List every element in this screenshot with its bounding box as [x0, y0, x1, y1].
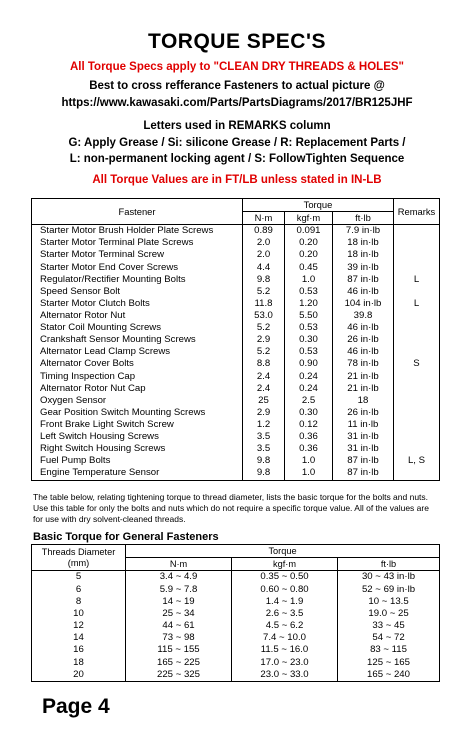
torque-ftlb: 39.8 — [333, 310, 394, 322]
torque-kgfm-range: 4.5 ~ 6.2 — [232, 620, 338, 632]
torque-nm-range: 225 ~ 325 — [126, 669, 232, 682]
torque-nm: 53.0 — [243, 310, 285, 322]
nm-header: N·m — [243, 212, 285, 225]
torque-kgfm-range: 17.0 ~ 23.0 — [232, 657, 338, 669]
thread-diameter: 20 — [73, 668, 84, 680]
torque-nm-range: 73 ~ 98 — [126, 632, 232, 644]
page-title: TORQUE SPEC'S — [148, 30, 326, 53]
torque-ftlb: 21 in·lb — [333, 371, 394, 383]
parts-diagram-url: https://www.kawasaki.com/Parts/PartsDiagrams/2017/BR125JHF — [61, 97, 413, 109]
table-row — [32, 249, 440, 261]
remarks-legend-line1: G: Apply Grease / Si: silicone Grease / R: Replacement Parts / — [68, 137, 406, 149]
torque-kgfm: 0.53 — [285, 346, 333, 358]
fastener-name: Speed Sensor Bolt — [40, 285, 121, 297]
fastener-name: Regulator/Rectifier Mounting Bolts — [40, 273, 186, 285]
table-row — [32, 298, 440, 310]
torque-nm-range: 25 ~ 34 — [126, 608, 232, 620]
torque-ftlb-range: 10 ~ 13.5 — [338, 596, 440, 608]
torque-nm: 5.2 — [243, 346, 285, 358]
torque-nm: 2.0 — [243, 249, 285, 261]
torque-nm: 4.4 — [243, 262, 285, 274]
basic-torque-table — [31, 544, 440, 682]
torque-nm: 0.89 — [243, 225, 285, 238]
remarks-header: Remarks — [394, 199, 440, 225]
torque-nm: 1.2 — [243, 419, 285, 431]
torque-kgfm: 1.0 — [285, 274, 333, 286]
table-row — [32, 571, 440, 584]
table-row — [32, 358, 440, 370]
torque-kgfm: 0.30 — [285, 334, 333, 346]
nm-header-2: N·m — [126, 558, 232, 571]
torque-nm: 3.5 — [243, 431, 285, 443]
fastener-name: Starter Motor Terminal Screw — [40, 249, 165, 261]
torque-ftlb-range: 52 ~ 69 in·lb — [338, 583, 440, 595]
fastener-name: Timing Inspection Cap — [40, 370, 136, 382]
torque-nm-range: 165 ~ 225 — [126, 657, 232, 669]
ftlb-header: ft·lb — [333, 212, 394, 225]
torque-ftlb: 87 in·lb — [333, 274, 394, 286]
table-row — [32, 371, 440, 383]
fastener-name: Starter Motor Terminal Plate Screws — [40, 237, 194, 249]
fastener-name: Right Switch Housing Screws — [40, 443, 166, 455]
torque-kgfm: 0.24 — [285, 371, 333, 383]
torque-nm: 8.8 — [243, 358, 285, 370]
torque-header: Torque — [243, 199, 394, 212]
torque-kgfm: 0.53 — [285, 322, 333, 334]
torque-ftlb: 11 in·lb — [333, 419, 394, 431]
fastener-name: Engine Temperature Sensor — [40, 467, 160, 479]
torque-ftlb-range: 83 ~ 115 — [338, 644, 440, 656]
torque-ftlb: 31 in·lb — [333, 443, 394, 455]
torque-ftlb-range: 54 ~ 72 — [338, 632, 440, 644]
page-number: Page 4 — [42, 695, 110, 718]
fastener-name: Starter Motor End Cover Screws — [40, 261, 179, 273]
torque-kgfm: 0.24 — [285, 383, 333, 395]
torque-ftlb-range: 165 ~ 240 — [338, 669, 440, 682]
remarks-value — [394, 310, 440, 322]
torque-ftlb: 46 in·lb — [333, 286, 394, 298]
torque-nm: 11.8 — [243, 298, 285, 310]
torque-nm: 9.8 — [243, 455, 285, 467]
units-note: All Torque Values are in FT/LB unless stated in IN-LB — [92, 174, 382, 186]
remarks-value: L, S — [394, 455, 440, 467]
torque-ftlb: 78 in·lb — [333, 358, 394, 370]
fastener-name: Alternator Rotor Nut — [40, 310, 126, 322]
table-row — [32, 644, 440, 656]
torque-ftlb: 18 in·lb — [333, 249, 394, 261]
kgfm-header: kgf·m — [285, 212, 333, 225]
table-row — [32, 407, 440, 419]
table-row — [32, 608, 440, 620]
remarks-value — [394, 467, 440, 480]
torque-nm: 3.5 — [243, 443, 285, 455]
torque-ftlb-range: 19.0 ~ 25 — [338, 608, 440, 620]
thread-diameter: 5 — [75, 571, 82, 583]
remarks-value — [394, 225, 440, 238]
fastener-name: Left Switch Housing Screws — [40, 431, 159, 443]
torque-nm-range: 44 ~ 61 — [126, 620, 232, 632]
torque-ftlb: 7.9 in·lb — [333, 225, 394, 238]
remarks-value — [394, 237, 440, 249]
torque-nm: 2.0 — [243, 237, 285, 249]
torque-ftlb-range: 33 ~ 45 — [338, 620, 440, 632]
fastener-name: Crankshaft Sensor Mounting Screws — [40, 334, 196, 346]
thread-diameter: 16 — [73, 644, 84, 656]
fastener-name: Fuel Pump Bolts — [40, 455, 111, 467]
remarks-value — [394, 334, 440, 346]
torque-nm: 9.8 — [243, 274, 285, 286]
torque-kgfm: 0.90 — [285, 358, 333, 370]
torque-ftlb: 39 in·lb — [333, 262, 394, 274]
remarks-value — [394, 262, 440, 274]
torque-kgfm: 0.12 — [285, 419, 333, 431]
table-row — [32, 237, 440, 249]
torque-ftlb: 26 in·lb — [333, 334, 394, 346]
fastener-name: Gear Position Switch Mounting Screws — [40, 406, 206, 418]
ftlb-header-2: ft·lb — [338, 558, 440, 571]
fastener-name: Alternator Cover Bolts — [40, 358, 134, 370]
table-row — [32, 455, 440, 467]
torque-nm: 9.8 — [243, 467, 285, 480]
torque-kgfm: 0.45 — [285, 262, 333, 274]
remarks-value — [394, 322, 440, 334]
table-row — [32, 620, 440, 632]
torque-kgfm: 0.20 — [285, 237, 333, 249]
torque-kgfm-range: 1.4 ~ 1.9 — [232, 596, 338, 608]
remarks-value: L — [394, 274, 440, 286]
torque-ftlb: 18 in·lb — [333, 237, 394, 249]
fastener-name: Oxygen Sensor — [40, 394, 107, 406]
torque-nm: 2.4 — [243, 371, 285, 383]
kgfm-header-2: kgf·m — [232, 558, 338, 571]
torque-nm-range: 14 ~ 19 — [126, 596, 232, 608]
torque-nm: 25 — [243, 395, 285, 407]
remarks-value — [394, 419, 440, 431]
table-row — [32, 596, 440, 608]
cross-reference-note: Best to cross refferance Fasteners to actual picture @ — [89, 80, 385, 92]
torque-nm-range: 5.9 ~ 7.8 — [126, 583, 232, 595]
table-row — [32, 467, 440, 480]
fastener-name: Alternator Lead Clamp Screws — [40, 346, 171, 358]
threads-diameter-header — [32, 545, 126, 571]
remarks-value — [394, 383, 440, 395]
remarks-value — [394, 249, 440, 261]
torque-kgfm-range: 7.4 ~ 10.0 — [232, 632, 338, 644]
torque-kgfm: 0.30 — [285, 407, 333, 419]
torque-ftlb: 87 in·lb — [333, 455, 394, 467]
torque-ftlb: 46 in·lb — [333, 322, 394, 334]
table-row — [32, 583, 440, 595]
remarks-value — [394, 371, 440, 383]
table-row — [32, 632, 440, 644]
thread-diameter: 6 — [75, 583, 82, 595]
table-row — [32, 669, 440, 682]
torque-kgfm: 0.36 — [285, 431, 333, 443]
table-row — [32, 310, 440, 322]
thread-diameter: 14 — [73, 632, 84, 644]
torque-nm: 5.2 — [243, 322, 285, 334]
remarks-value — [394, 346, 440, 358]
table-row — [32, 431, 440, 443]
torque-kgfm-range: 0.60 ~ 0.80 — [232, 583, 338, 595]
torque-kgfm: 0.20 — [285, 249, 333, 261]
thread-diameter: 10 — [73, 607, 84, 619]
torque-kgfm-range: 2.6 ~ 3.5 — [232, 608, 338, 620]
table-row — [32, 395, 440, 407]
basic-torque-section-title: Basic Torque for General Fasteners — [33, 531, 219, 543]
table-row — [32, 657, 440, 669]
remarks-value — [394, 431, 440, 443]
table-row — [32, 225, 440, 238]
torque-kgfm: 5.50 — [285, 310, 333, 322]
thread-diameter: 12 — [73, 620, 84, 632]
torque-kgfm-range: 0.35 ~ 0.50 — [232, 571, 338, 584]
torque-nm: 2.9 — [243, 407, 285, 419]
torque-nm-range: 3.4 ~ 4.9 — [126, 571, 232, 584]
fastener-name: Starter Motor Clutch Bolts — [40, 297, 150, 309]
remarks-value: S — [394, 358, 440, 370]
torque-nm-range: 115 ~ 155 — [126, 644, 232, 656]
torque-ftlb-range: 125 ~ 165 — [338, 657, 440, 669]
general-fasteners-note: The table below, relating tightening torque to thread diameter, lists the basic torque for the bolts and nuts. Use this table for only the bolts and nuts which do not require a specific torque value. All of the values are for use with dry solvent-cleaned threads. — [33, 492, 429, 524]
threads-diameter-label: Threads Diameter — [41, 546, 116, 557]
torque-kgfm: 0.53 — [285, 286, 333, 298]
table-row — [32, 274, 440, 286]
table-row — [32, 419, 440, 431]
torque-ftlb: 104 in·lb — [333, 298, 394, 310]
torque-ftlb: 21 in·lb — [333, 383, 394, 395]
remarks-legend-heading: Letters used in REMARKS column — [143, 120, 331, 132]
torque-nm: 2.9 — [243, 334, 285, 346]
remarks-value: L — [394, 298, 440, 310]
fastener-name: Stator Coil Mounting Screws — [40, 322, 162, 334]
threads-diameter-unit: (mm) — [67, 557, 90, 568]
remarks-legend-line2: L: non-permanent locking agent / S: FollowTighten Sequence — [69, 153, 405, 165]
torque-ftlb: 31 in·lb — [333, 431, 394, 443]
remarks-value — [394, 395, 440, 407]
torque-spec-table — [31, 198, 440, 481]
table-row — [32, 322, 440, 334]
fastener-name: Front Brake Light Switch Screw — [40, 419, 174, 431]
thread-diameter: 18 — [73, 656, 84, 668]
fastener-name: Starter Motor Brush Holder Plate Screws — [40, 225, 214, 237]
fastener-header: Fastener — [32, 199, 243, 225]
table-row — [32, 443, 440, 455]
torque-kgfm: 2.5 — [285, 395, 333, 407]
remarks-value — [394, 443, 440, 455]
fastener-name: Alternator Rotor Nut Cap — [40, 382, 146, 394]
thread-diameter: 8 — [75, 595, 82, 607]
torque-nm: 5.2 — [243, 286, 285, 298]
torque-header-2: Torque — [126, 545, 440, 558]
remarks-value — [394, 407, 440, 419]
torque-ftlb: 87 in·lb — [333, 467, 394, 480]
table-row — [32, 334, 440, 346]
clean-dry-threads-note: All Torque Specs apply to "CLEAN DRY THREADS & HOLES" — [69, 61, 404, 73]
torque-ftlb: 46 in·lb — [333, 346, 394, 358]
table-row — [32, 346, 440, 358]
torque-kgfm: 0.091 — [285, 225, 333, 238]
torque-kgfm-range: 23.0 ~ 33.0 — [232, 669, 338, 682]
table-row — [32, 286, 440, 298]
torque-kgfm: 0.36 — [285, 443, 333, 455]
torque-kgfm-range: 11.5 ~ 16.0 — [232, 644, 338, 656]
torque-kgfm: 1.0 — [285, 467, 333, 480]
torque-kgfm: 1.0 — [285, 455, 333, 467]
table-row — [32, 262, 440, 274]
torque-nm: 2.4 — [243, 383, 285, 395]
table-row — [32, 383, 440, 395]
torque-ftlb: 26 in·lb — [333, 407, 394, 419]
torque-kgfm: 1.20 — [285, 298, 333, 310]
torque-ftlb: 18 — [333, 395, 394, 407]
remarks-value — [394, 286, 440, 298]
torque-ftlb-range: 30 ~ 43 in·lb — [338, 571, 440, 584]
